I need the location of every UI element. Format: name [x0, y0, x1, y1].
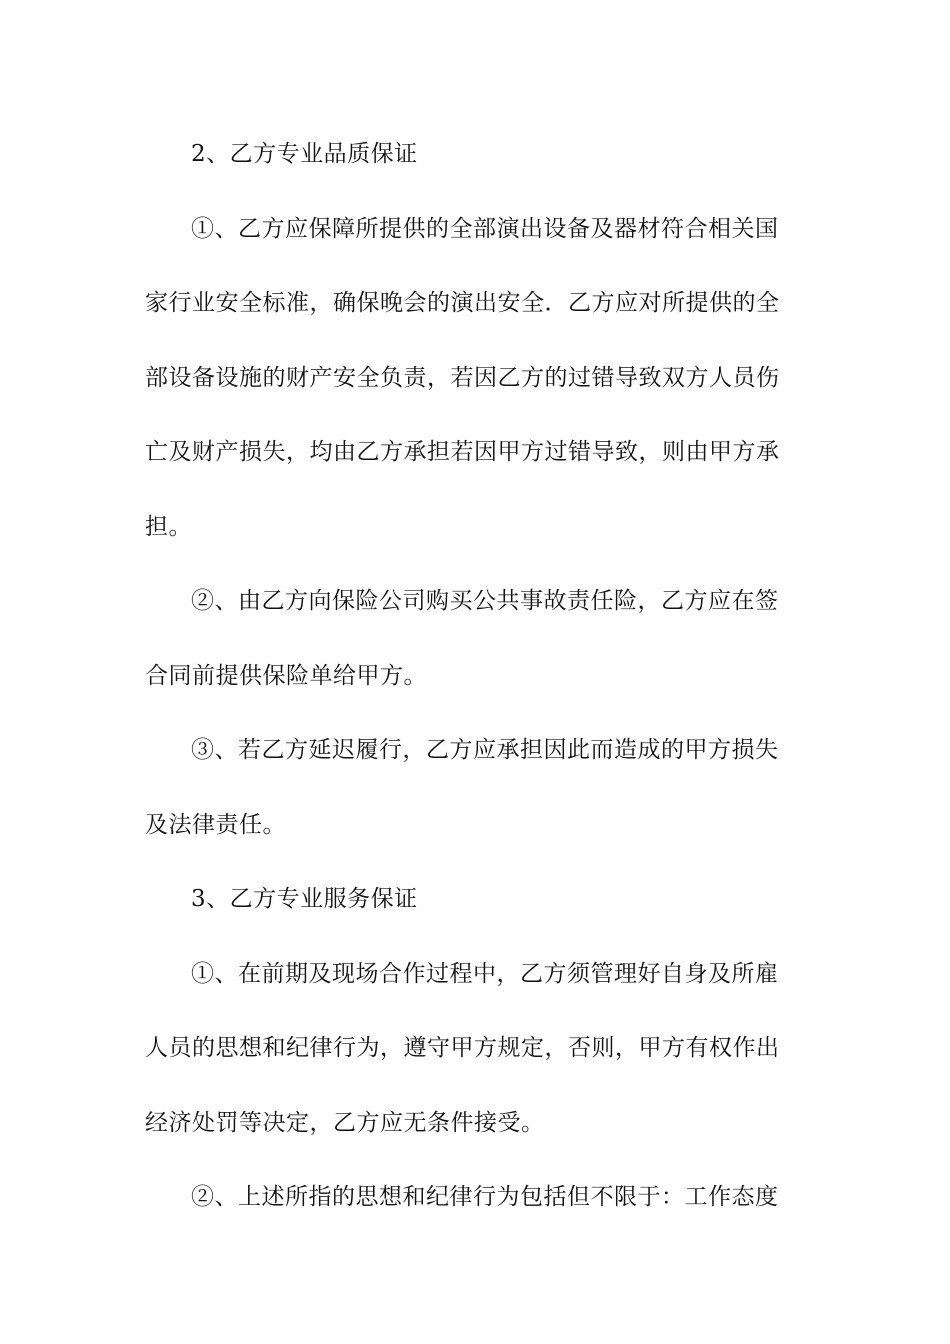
document-body — [145, 117, 807, 1235]
paragraph-line: ③、若乙方延迟履行，乙方应承担因此而造成的甲方损失 — [191, 737, 779, 763]
section-heading-2: 2、乙方专业品质保证 — [191, 141, 418, 167]
paragraph-line: 经济处罚等决定，乙方应无条件接受。 — [145, 1109, 545, 1136]
paragraph-line: ②、上述所指的思想和纪律行为包括但不限于：工作态度 — [191, 1184, 779, 1210]
paragraph-line: 亡及财产损失，均由乙方承担若因甲方过错导致，则由甲方承 — [145, 439, 780, 465]
paragraph-line: ①、乙方应保障所提供的全部演出设备及器材符合相关国 — [191, 215, 779, 242]
paragraph-line: ②、由乙方向保险公司购买公共事故责任险，乙方应在签 — [191, 588, 779, 614]
paragraph-line: 人员的思想和纪律行为，遵守甲方规定，否则，甲方有权作出 — [145, 1035, 780, 1061]
paragraph-line: 担。 — [145, 513, 192, 540]
paragraph-line: 部设备设施的财产安全负责，若因乙方的过错导致双方人员伤 — [145, 364, 780, 391]
paragraph-line: ①、在前期及现场合作过程中，乙方须管理好自身及所雇 — [191, 960, 779, 987]
section-heading-3: 3、乙方专业服务保证 — [191, 886, 418, 912]
paragraph-line: 及法律责任。 — [145, 811, 286, 838]
paragraph-line: 家行业安全标准，确保晚会的演出安全．乙方应对所提供的全 — [145, 290, 780, 316]
paragraph-line: 合同前提供保险单给甲方。 — [145, 662, 427, 689]
